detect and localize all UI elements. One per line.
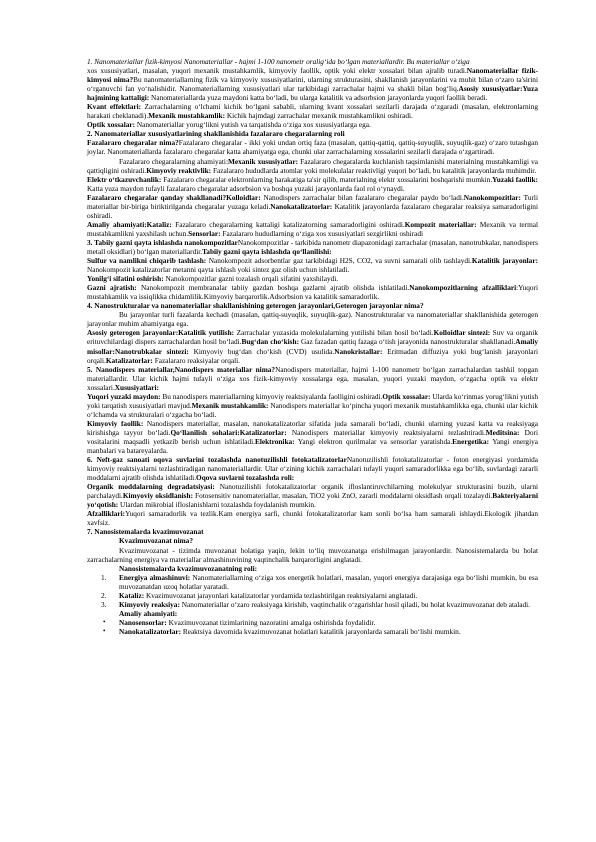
bold-run: Kimyoviy reaktivlik: <box>146 165 212 175</box>
text-run: Nanomateriallar o‘zaro reaksiyaga kirishib, vaqtinchalik o‘zgarishlar hosil qiladi, bu holat kvazimuvozanat deb ataladi. <box>179 599 531 609</box>
text-run: Kichik hajmdagi zarrachalar mexanik mustahkamlikni oshiradi. <box>225 111 413 121</box>
text-run: Zarrachalarning o‘lchami kichik bo‘lgani sababli, ularning kvant xossalari sezilarli darajada o‘zgaradi (masalan, elektronlarning harakati cheklanadi). <box>87 102 539 121</box>
bold-run: Kompozit materiallar: <box>404 219 477 229</box>
bold-run: Asosiy geterogen jarayonlar:Katalitik yutilish: <box>87 328 235 338</box>
bold-run: Organik moddalarning degradatsiyasi: <box>87 482 215 492</box>
paragraph <box>87 220 538 238</box>
text-run: Fazalararo hududlarning o‘ziga xos xususiyatlari sezgirlikni oshiradi <box>220 228 424 238</box>
bold-run: Nanokatalizatorlar: <box>119 626 182 636</box>
text-run: Fazalararo hududlarda atomlar yoki molekulalar reaktivligi yuqori bo‘ladi, bu katalitik jarayonlarda muhimdir. <box>211 165 537 175</box>
bold-run: Bug‘dan cho‘kish: <box>241 337 299 347</box>
text-run: :Yuqori mustahkamlik va issiqlikka chidamlilik.Kimyoviy barqarorlik.Adsorbsion va katalitik samaradorlik. <box>87 283 538 302</box>
bold-run: Nanokompozitlarning afzalliklari <box>409 283 517 293</box>
paragraph <box>87 482 538 509</box>
numbered-list-item <box>87 600 538 609</box>
bold-run: Kvant effektlari: <box>87 102 142 112</box>
bold-run: Mexanik mustahkamlik: <box>191 400 269 410</box>
bold-run: Energetika: <box>452 436 490 446</box>
bold-run: Katalizatorlar: <box>105 355 153 365</box>
text-run: Mexanik va termal mustahkamlikni yaxshilash uchun. <box>87 219 539 238</box>
bold-run: Kimyoviy faollik: <box>87 418 144 428</box>
bold-run: 5. Nanodispers materiallar,Nanodispers materiallar nima? <box>87 364 276 374</box>
text-run: Nanokompozitlar - tarkibida nanometr diapazonidagi zarrachalar (masalan, nanotrubkalar, nanodispers metall oksidlari) bo‘lgan materiallardir. <box>87 237 539 256</box>
bold-run: 2. Nanomateriallar xususiyatlarining shakllanishida fazalararo chegaralarning roli <box>87 129 345 139</box>
bold-run: Kimyoviy reaksiya: <box>119 599 180 609</box>
numbered-list-item <box>87 573 538 591</box>
paragraph <box>87 102 538 120</box>
text-run: Nanotuzilishli fotokatalizatorlar organik ifloslantiruvchilarning molekulyar strukturasini buzib, ularni parchalaydi. <box>87 482 539 501</box>
text-run: Bu jarayonlar turli fazalarda kechadi (masalan, qattiq-suyuqlik, suyuqlik-gaz). Nanostrukturalar va nanomateriallar shakllanishida geterogen jarayonlar muhim ahamiyatga ega. <box>87 310 538 329</box>
text-run: Katalitik jarayonlarda fazalararo chegaralar reaksiya samaradorligini oshiradi. <box>87 201 538 220</box>
text-run: Nanodispers materiallar ko‘pincha yuqori mexanik mustahkamlikka ega, chunki ular kichik o‘lchamda va strukturalari o‘zgacha bo‘ladi. <box>87 400 538 419</box>
text-run: Yuqori samaradorlik va tezlik.Kam energiya sarfi, chunki fotokatalizatorlar kam sonli bo‘lsa ham samarali ishlaydi.Ekologik jihatdan xavfsiz. <box>87 509 538 528</box>
bold-run: 6. Neft-gaz sanoati oqova suvlarini tozalashda nanotuzilishli fotokatalizatorlar <box>87 455 347 465</box>
bold-run: Yuqori yuzaki maydon: <box>87 391 161 401</box>
text-run: Katta yuza maydon tufayli fazalararo chegaralar adsorbsion va boshqa yuzaki jarayonlarda faol rol o‘ynaydi. <box>87 183 405 193</box>
bold-run: Nanokristallar: <box>334 346 383 356</box>
list-marker: 3. <box>101 599 107 609</box>
text-run: Nanomateriallarning o‘ziga xos energetik holatlari, masalan, yuqori energiya darajasiga ega bo‘lishi mumkin, bu esa muvozanatdan uzoq holatlar yaratadi. <box>119 572 539 591</box>
bold-run: Elektr o‘tkazuvchanlik: <box>87 174 162 184</box>
text-run: Nanodispers zarrachalar bilan fazalararo chegaralar paydo bo‘ladi. <box>260 192 464 202</box>
paragraph <box>87 455 538 482</box>
paragraph <box>119 564 538 573</box>
bold-run: Optik xossalar: <box>87 120 136 130</box>
bold-run: Sensorlar: <box>188 228 221 238</box>
bold-run: Kvazimuvozanat nima? <box>119 536 193 546</box>
paragraph <box>87 238 538 256</box>
paragraph <box>87 256 538 274</box>
bold-run: Kolloidlar sintezi: <box>433 328 491 338</box>
paragraph <box>87 392 538 419</box>
text-run: Yangi energiya manbalari va batareyalarda. <box>87 436 538 456</box>
list-marker: 2. <box>101 590 107 600</box>
text-run: Nanokompozit katalizatorlar metanni qayta ishlash yoki sintez gaz olish uchun ishlatiladi. <box>87 265 350 275</box>
text-run: Suv va organik erituvchilardagi dispers zarrachalardan hosil bo‘ladi. <box>87 328 539 347</box>
text-run: Nanotuzilishli fotokatalizatorlar - foton energiyasi yordamida kimyoviy reaktsiyalarni tezlashtiradigan nanomateriallardir. Ular o‘zining kichik zarrachalari tufayli yuqori samaradorlikka ega bo‘lib, suvlardagi zararli moddalarni ajratib olishda ishlatiladi. <box>87 455 538 483</box>
text-run: Turli materiallar bir-biriga biriktirilganda chegaralar yuzaga keladi. <box>87 192 538 211</box>
bold-run: Meditsina: <box>485 427 520 437</box>
paragraph <box>87 509 538 527</box>
paragraph <box>87 175 538 193</box>
text-run: Kvazimuvozanat tizimlarining nazoratini amalga oshirishda foydalidir. <box>166 617 376 627</box>
bold-run: Nanomateriallar fizik-kimyosi nima? <box>87 66 538 85</box>
bold-run: Fazalararo chegaralar nima? <box>87 138 179 148</box>
bullet-list-item <box>87 618 538 627</box>
text-run: Kvazimuvozanat - tizimda muvozanat holatiga yaqin, lekin to‘liq muvozanatga erishilmagan jarayonlardir. Nanosistemalarda bu holat zarrachalarning energiya va materiallar almashinuvining vaqtinchalik barqarorligini anglatadi. <box>87 545 538 564</box>
bullet-list <box>87 618 538 636</box>
paragraph <box>87 546 538 564</box>
bold-run: Qo‘llanilish sohalari:Katalizatorlar: <box>170 427 287 437</box>
bold-run: Tabiiy gazni qayta ishlashda qo‘llanilishi: <box>202 246 332 256</box>
amaliy-heading: Amaliy ahamiyati: <box>119 608 178 618</box>
text-run: Nanokompozit adsorbentlar gaz tarkibidagi H2S, CO2, va suvni samarali olib tashlaydi. <box>206 256 472 266</box>
text-run: Dori vositalarini maqsadli yetkazib berish uchun ishlatiladi. <box>87 427 538 446</box>
bold-run: Kataliz: <box>119 590 145 600</box>
paragraph <box>87 419 538 455</box>
text-run: Nanodispers materiallar, hajmi 1-100 nanometr bo‘lgan zarrachalardan tashkil topgan materiallardir. Ular kichik hajmi tufayli o‘ziga xos fizik-kimyoviy xossalarga ega, masalan, yuqori yuzaki maydon, o‘zgacha optik va elektr xossalari. <box>87 364 538 392</box>
paragraph <box>87 274 538 283</box>
paragraph <box>87 193 538 220</box>
text-run: Bu nanodispers materiallarning kimyoviy reaktsiyalarda faolligini oshiradi. <box>160 391 383 401</box>
paragraph <box>87 328 538 364</box>
bold-run: Nanosistemalarda kvazimuvozanatning roli: <box>119 563 258 573</box>
bold-run: Nanokatalizatorlar: <box>270 201 333 211</box>
text-run: Nanomateriallar yorug‘likni yutish va tarqatishda o‘ziga xos xususiyatlarga ega. <box>135 120 371 130</box>
numbered-list-item <box>87 591 538 600</box>
list-marker: • <box>103 617 106 626</box>
bold-run: Amaliy ahamiyati:Kataliz: <box>87 219 172 229</box>
text-run: Fazalararo chegaralarning kattaligi katalizatorning samaradorligini oshiradi. <box>171 219 405 229</box>
bold-run: Energiya almashinuvi: <box>119 572 191 582</box>
paragraph <box>87 138 538 156</box>
bold-run: Fazalararo chegaralar qanday shakllanadi?Kolloidlar: <box>87 192 261 202</box>
bold-run: Nanokompozitlar: <box>463 192 521 202</box>
bold-run: Yonilg‘i sifatini oshirish: <box>87 274 164 284</box>
paragraph <box>87 527 538 536</box>
paragraph <box>87 301 538 310</box>
text-run: Nanodispers materiallar, masalan, nanokatalizatorlar sifatida juda samarali bo‘ladi, chunki ularning yuzasi katta va reaksiyaga kirishishga tayyor bo‘ladi. <box>87 418 538 437</box>
text-run: Yangi elektron qurilmalar va sensorlar yaratishda. <box>294 436 453 446</box>
text-run: Fazalararo chegaralar - ikki yoki undan ortiq faza (masalan, qattiq-qattiq, qattiq-suyuqlik, suyuqlik-gaz) o‘zaro tutashgan joylar. Nanomateriallarda fazalararo chegaralar katta ahamiyatga ega, chunki ular zarrachalarning xossalarini sezilarli darajada o‘zgartiradi. <box>87 138 538 157</box>
paragraph <box>87 120 538 129</box>
text-run: Nanokompozitlar gazni tozalash orqali sifatini yaxshilaydi. <box>163 274 339 284</box>
text-run: Kimyoviy bug‘dan cho‘kish (CVD) usulida. <box>188 346 335 356</box>
text-run: Nanodispers materiallar kimyoviy reaktsiyalarni tezlashtiradi. <box>286 427 486 437</box>
text-run: Nanomateriallarda yuza maydoni katta bo‘ladi, bu ularga katalitik va adsorbsion jarayonlarda yuqori faollik beradi. <box>149 93 488 103</box>
bullet-list-item <box>87 627 538 636</box>
bold-run: Afzalliklari: <box>87 509 126 519</box>
paragraph <box>87 283 538 301</box>
text-run: 1. Nanomateriallar fizik-kimyosi Nanomateriallar - hajmi 1-100 nanometr oralig‘ida bo‘lgan materiallardir. Bu materiallar o‘ziga <box>87 57 470 66</box>
text-run: Fazalararo chegaralarda kuchlanish taqsimlanishi materialning mustahkamligi va qattiqligini oshiradi. <box>87 156 538 175</box>
bold-run: Mexanik mustahkamlik: <box>148 111 226 121</box>
bold-run: Amaliy misollar:Nanotrubkalar sintezi: <box>87 337 538 356</box>
bold-run: 3. Tabiiy gazni qayta ishlashda nanokompozitlar <box>87 237 238 247</box>
text-run: Nanokompozit membranalar tabiiy gazdan boshqa gazlarni ajratib olishda ishlatiladi. <box>136 283 410 293</box>
bold-run: Katalitik jarayonlar: <box>471 256 538 266</box>
bold-run: Nanosensorlar: <box>119 617 167 627</box>
text-run: Fazalararo chegaralar elektronlarning harakatiga ta'sir qilib, materialning elektr xossalarini boshqarishi mumkin. <box>161 174 493 184</box>
paragraph <box>87 310 538 328</box>
text-run: Zarrachalar yuzasida molekulalarning yutilishi bilan hosil bo‘ladi. <box>234 328 434 338</box>
bold-run: Mexanik xususiyatlar: <box>227 156 299 166</box>
bold-run: Xususiyatlari: <box>114 382 159 392</box>
paragraph <box>87 66 538 102</box>
text-run: Fotosensitiv nanomateriallar, masalan, TiO2 yoki ZnO, zararli moddalarni oksidlash orqali tozalaydi. <box>193 491 493 501</box>
text-run: Ularda ko‘rinmas yorug‘likni yutish yoki tarqatish xususiyatlari mavjud. <box>87 391 538 410</box>
bold-run: Kimyoviy oksidlanish: <box>122 491 194 501</box>
text-run: xos xususiyatlari, masalan, yuqori mexanik mustahkamlik, kimyoviy faollik, optik yoki elektr xossalari bilan ajralib turadi. <box>87 66 467 76</box>
bold-run: 7. Nanosistemalarda kvazimuvozanat <box>87 527 204 537</box>
paragraph <box>87 157 538 175</box>
numbered-list <box>87 573 538 609</box>
text-run: Ulardan mikrobial ifloslanishlarni tozalashda foydalanish mumkin. <box>118 500 316 510</box>
paragraph <box>87 129 538 138</box>
text-run: Gaz fazadan qattiq fazaga o‘tish jarayonida nanostrukturalar shakllanadi. <box>299 337 516 347</box>
bold-run: Bakteriyalarni yo‘qotish: <box>87 491 539 510</box>
list-marker: 1. <box>101 572 107 582</box>
bold-run: 4. Nanostrukturalar va nanomateriallar shakllanishining geterogen jarayonlari,Geterogen jarayonlar nima? <box>87 301 424 311</box>
bold-run: Optik xossalar: <box>382 391 431 401</box>
bold-run: Gazni ajratish: <box>87 283 137 293</box>
text-run: Bu nanomateriallarning fizik va kimyoviy xususiyatlarini, ularning strukturasini, shakllanish jarayonlarini va muhit bilan o‘zaro ta'sirini o‘rganuvchi fan yo‘nalishidir. Nanomateriallarning xususiyatlari ular tarkibidagi zarrachalar hajmi va shakli bilan bog‘liq. <box>87 75 538 94</box>
paragraph <box>119 536 538 545</box>
text-run: Reaktsiya davomida kvazimuvozanat holatlari katalitik jarayonlarda samarali bo‘lishi mumkin. <box>181 626 461 636</box>
text-run: Kvazimuvozanat jarayonlari katalizatorlar yordamida tezlashtirilgan reaktsiyalarni anglatadi. <box>144 590 418 600</box>
bold-run: Elektronika: <box>254 436 295 446</box>
text-run: Fazalararo chegaralarning ahamiyati: <box>119 156 228 166</box>
bold-run: Asosiy xususiyatlar:Yuza hajmining kattaligi: <box>87 84 538 103</box>
paragraph <box>87 57 538 66</box>
paragraph <box>87 365 538 392</box>
document-body <box>87 57 538 573</box>
bold-run: Oqova suvlarni tozalashda roli: <box>196 473 295 483</box>
text-run: Fazalararo reaksiyalar orqali. <box>152 355 240 365</box>
text-run: Eritmadan diffuziya yoki bug‘lanish jarayonlari orqali. <box>87 346 538 365</box>
list-marker: • <box>103 626 106 635</box>
bold-run: Sulfur va namlikni chiqarib tashlash: <box>87 256 207 266</box>
bold-run: Yuzaki faollik: <box>492 174 538 184</box>
